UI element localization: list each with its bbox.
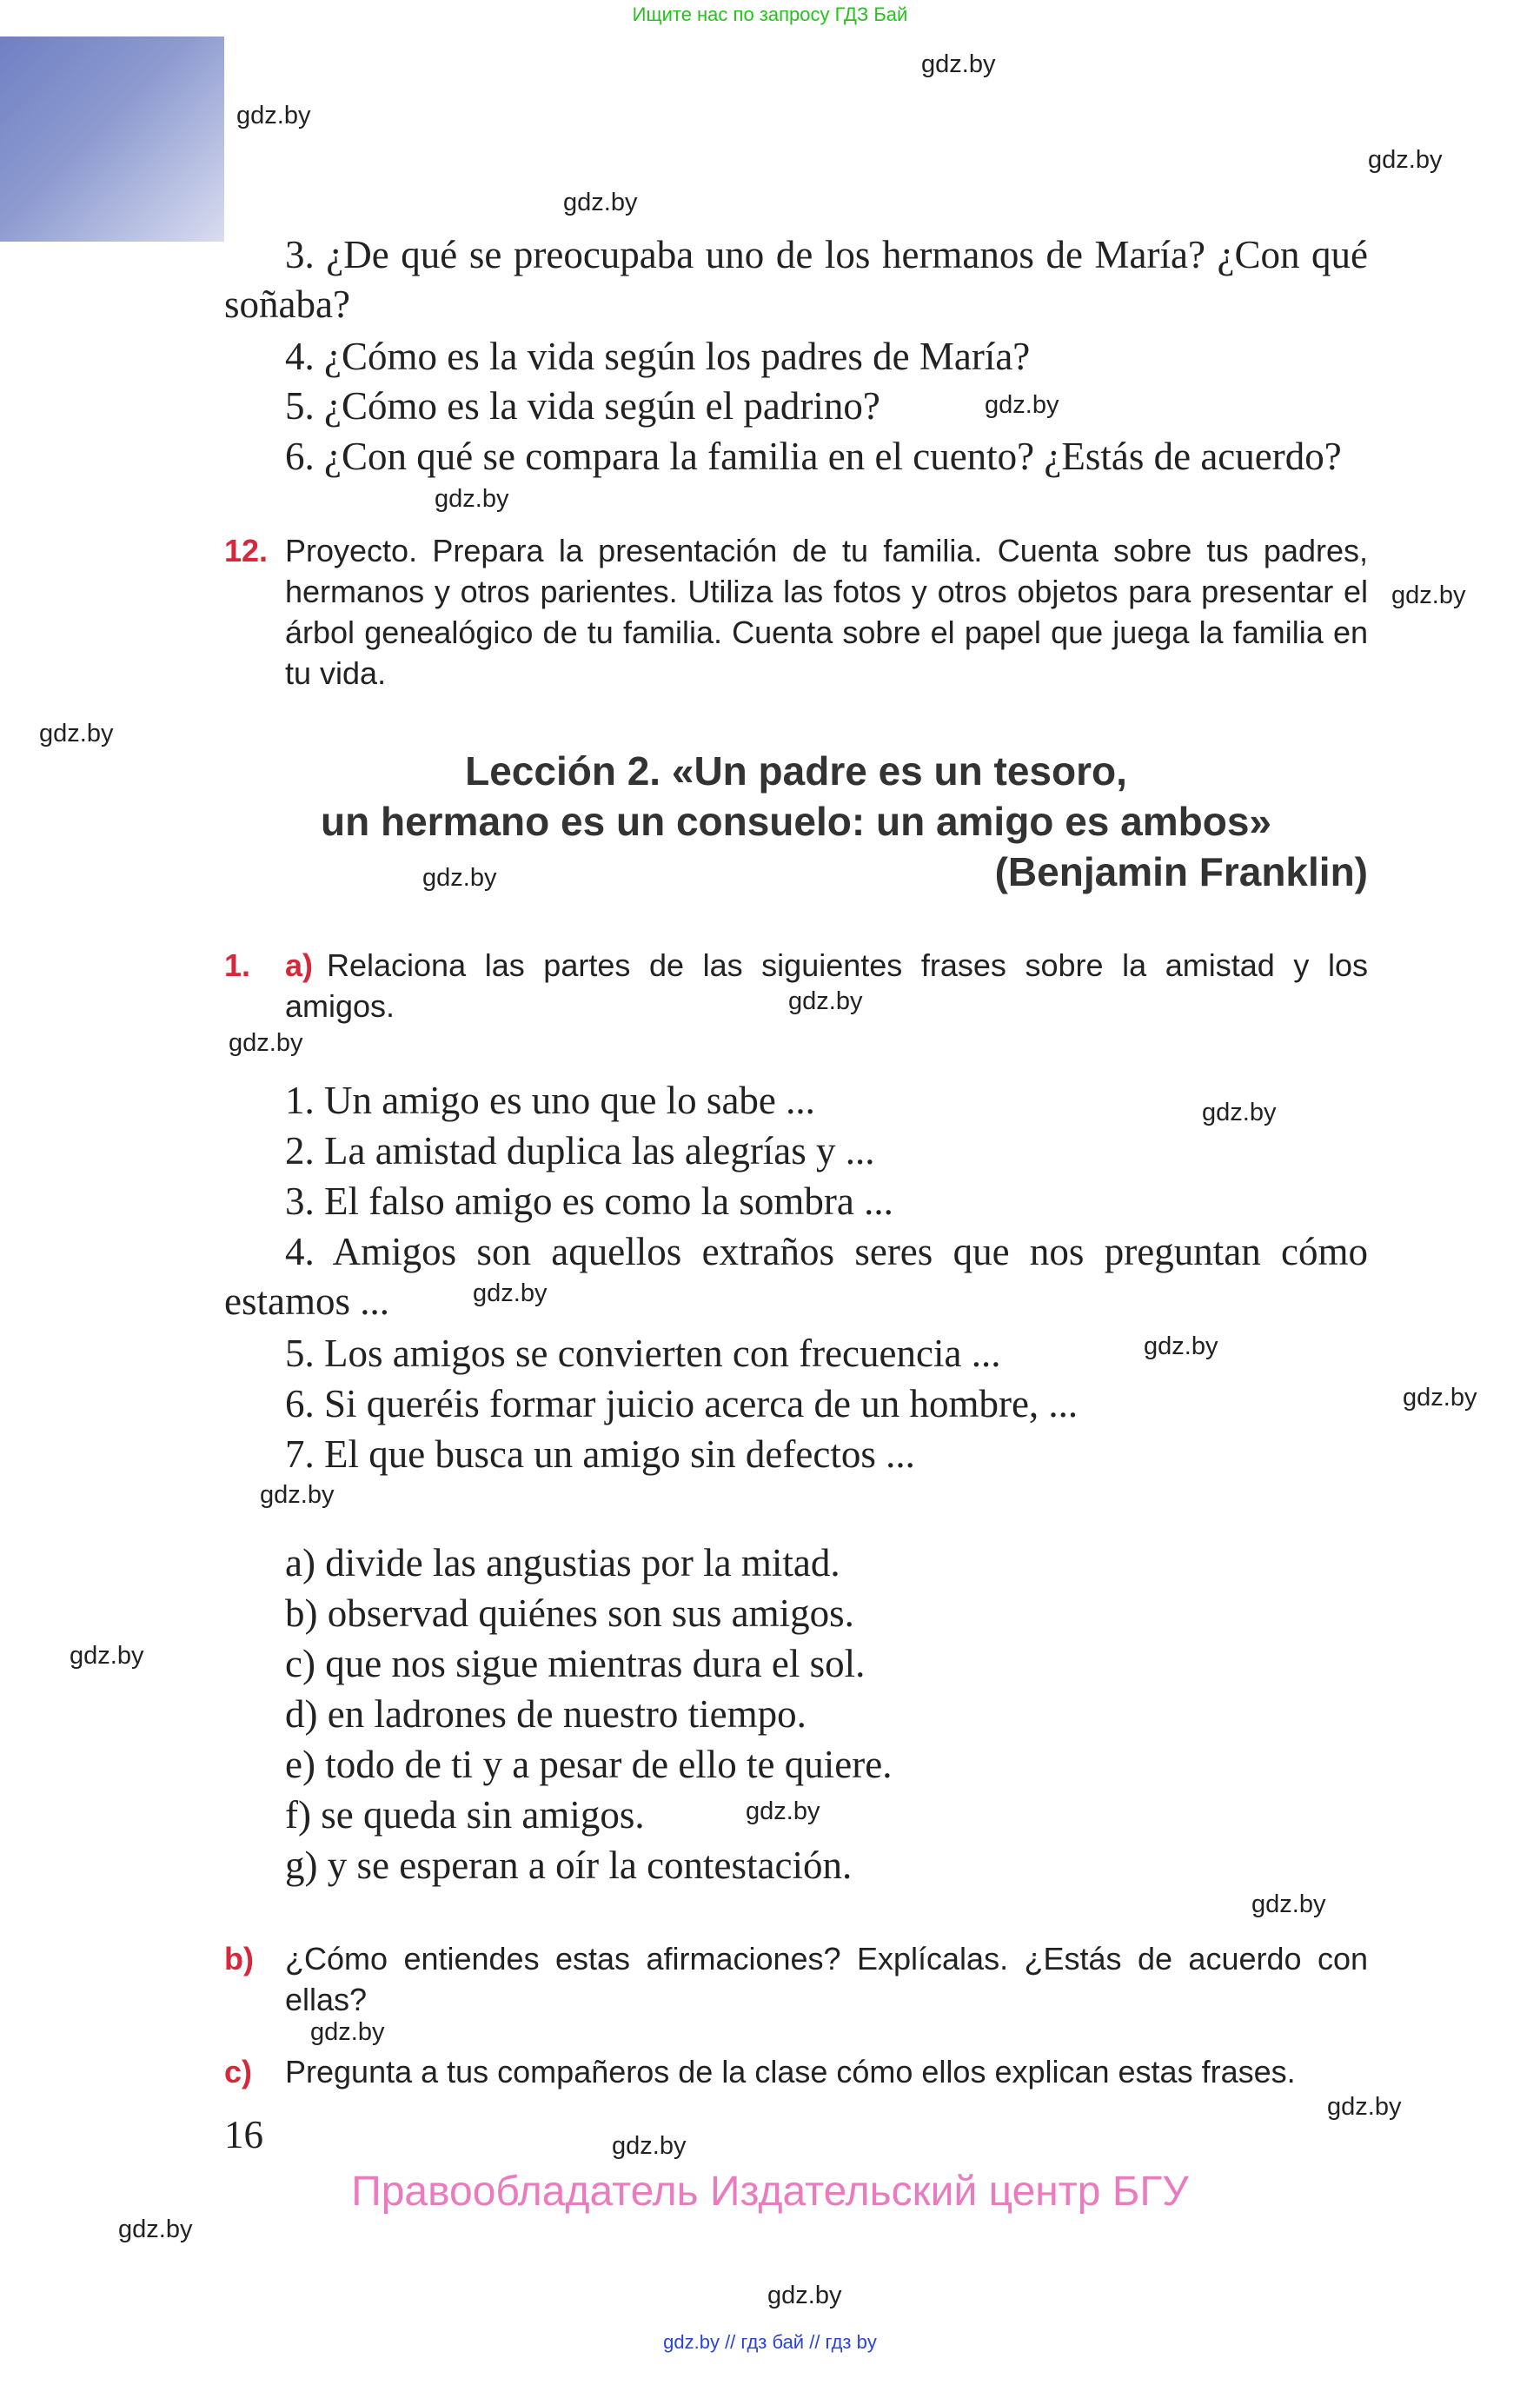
watermark: gdz.by [435,485,509,513]
page-number: 16 [224,2113,263,2156]
task-12-number: 12. [224,533,269,568]
watermark: gdz.by [985,391,1059,419]
watermark: gdz.by [563,189,638,216]
top-banner[interactable]: Ищите нас по запросу ГДЗ Бай [632,3,908,25]
watermark: gdz.by [1327,2093,1402,2121]
watermark: gdz.by [310,2018,385,2046]
watermark: gdz.by [1202,1099,1277,1126]
ending-item: f) se queda sin amigos. [285,1793,645,1837]
phrase-item: 6. Si queréis formar juicio acerca de un hombre, ... [285,1382,1079,1425]
task-1-number: 1. [224,947,251,983]
watermark: gdz.by [1403,1384,1477,1412]
phrase-item: 7. El que busca un amigo sin defectos ... [285,1432,915,1476]
ending-item: c) que nos sigue mientras dura el sol. [285,1642,866,1685]
task-1c-label: c) [224,2054,253,2089]
task-1b-text: ¿Cómo entiendes estas afirmaciones? Explícalas. ¿Estás de acuerdo con ellas? [285,1941,1368,2017]
copyright-notice: Правообладатель Издательский центр БГУ [351,2169,1189,2215]
task-1a-text: Relaciona las partes de las siguientes frases sobre la amistad y los amigos. [285,947,1368,1024]
watermark: gdz.by [788,987,863,1015]
watermark: gdz.by [1144,1332,1218,1360]
lesson-author: (Benjamin Franklin) [994,849,1368,894]
corner-decoration [0,37,224,242]
footer-links[interactable]: gdz.by // гдз бай // гдз by [663,2331,877,2353]
watermark: gdz.by [422,864,497,892]
phrase-item: 4. Amigos son aquellos extraños seres que nos preguntan cómo estamos ... [224,1230,1368,1323]
watermark: gdz.by [1368,146,1443,174]
ending-item: e) todo de ti y a pesar de ello te quiere. [285,1743,893,1786]
watermark: gdz.by [39,720,114,747]
ending-item: g) y se esperan a oír la contestación. [285,1844,853,1887]
phrase-item: 3. El falso amigo es como la sombra ... [285,1179,893,1223]
question-5: 5. ¿Cómo es la vida según el padrino? [285,384,880,428]
ending-item: a) divide las angustias por la mitad. [285,1541,840,1584]
watermark: gdz.by [746,1797,820,1825]
watermark: gdz.by [236,102,311,130]
watermark: gdz.by [921,50,996,78]
watermark: gdz.by [118,2216,193,2243]
task-1b-label: b) [224,1941,254,1976]
watermark: gdz.by [1391,581,1466,609]
watermark: gdz.by [767,2282,842,2309]
watermark: gdz.by [473,1279,548,1307]
question-3: 3. ¿De qué se preocupaba uno de los hermanos de María? ¿Con qué soñaba? [224,233,1368,326]
phrase-item: 5. Los amigos se convierten con frecuencia ... [285,1332,1001,1375]
watermark: gdz.by [260,1481,335,1509]
lesson-title-line2: un hermano es un consuelo: un amigo es ambos» [321,799,1271,844]
task-12-text: Proyecto. Prepara la presentación de tu familia. Cuenta sobre tus padres, hermanos y otros parientes. Utiliza las fotos y otros objetos para presentar el árbol genealógico de tu familia. Cuenta sobre el papel que juega la familia en tu vida. [285,533,1368,691]
phrase-item: 1. Un amigo es uno que lo sabe ... [285,1079,815,1122]
watermark: gdz.by [612,2132,687,2160]
watermark: gdz.by [229,1029,303,1057]
lesson-title-line1: Lección 2. «Un padre es un tesoro, [465,748,1127,794]
phrase-item: 2. La amistad duplica las alegrías y ... [285,1129,875,1173]
ending-item: b) observad quiénes son sus amigos. [285,1591,854,1635]
question-6: 6. ¿Con qué se compara la familia en el cuento? ¿Estás de acuerdo? [285,435,1342,478]
task-1c-text: Pregunta a tus compañeros de la clase cómo ellos explican estas frases. [285,2054,1296,2089]
question-4: 4. ¿Cómo es la vida según los padres de María? [285,335,1031,378]
task-1a-label: a) [285,947,314,983]
ending-item: d) en ladrones de nuestro tiempo. [285,1692,807,1736]
watermark: gdz.by [1251,1890,1326,1918]
watermark: gdz.by [70,1642,144,1670]
